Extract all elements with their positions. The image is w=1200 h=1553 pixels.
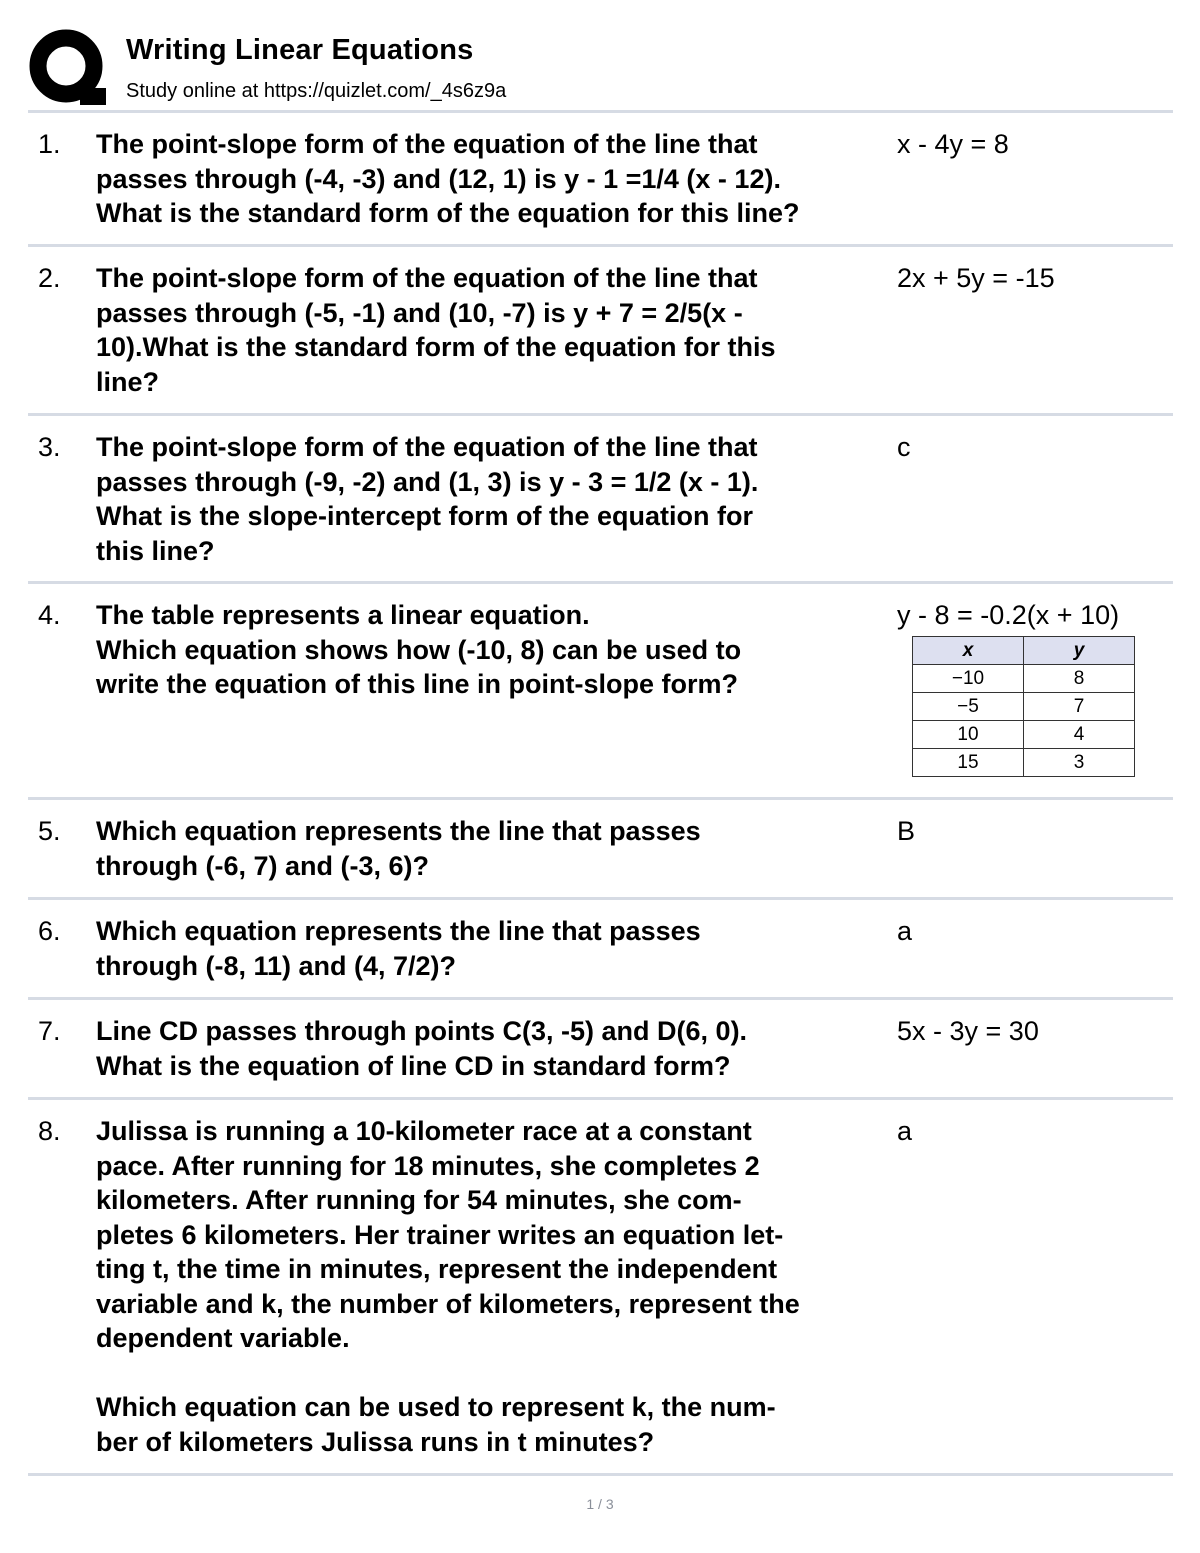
table-header-row [913,637,1135,665]
flashcard-2 [28,247,1173,416]
flashcard-5 [28,800,1173,900]
table-cell: −10 [913,665,1024,693]
study-link-text: Study online at https://quizlet.com/_4s6z9a [126,80,507,102]
table-cell: 15 [913,749,1024,777]
card-question: The point-slope form of the equation of the line that passes through (-9, -2) and (1, 3) is y - 3 = 1/2 (x - 1). What is the slope-intercept form of the equation for this line? [96,432,759,566]
card-answer: 2x + 5y = -15 [897,263,1055,293]
column-header-y: y [1024,637,1135,665]
card-number: 5. [38,816,61,846]
card-number: 7. [38,1016,61,1046]
card-question: The table represents a linear equation. Which equation shows how (-10, 8) can be used to write the equation of this line in point-slope form? [96,600,742,699]
flashcard-4 [28,584,1173,800]
card-answer: a [897,1116,913,1146]
flashcard-3 [28,416,1173,584]
table-row [913,721,1135,749]
card-number: 2. [38,263,61,293]
table-cell: −5 [913,693,1024,721]
table-row [913,665,1135,693]
card-answer: c [897,432,911,462]
page-title: Writing Linear Equations [126,34,474,66]
table-row [913,749,1135,777]
column-header-x: x [913,637,1024,665]
flashcard-1 [28,113,1173,247]
card-answer: B [897,816,916,846]
flashcard-6 [28,900,1173,1000]
table-row [913,693,1135,721]
table-cell: 10 [913,721,1024,749]
flashcard-list [28,113,1173,1476]
page-header [28,28,1173,112]
card-answer: 5x - 3y = 30 [897,1016,1039,1046]
page-indicator: 1 / 3 [586,1496,614,1512]
table-cell: 3 [1024,749,1135,777]
table-cell: 4 [1024,721,1135,749]
flashcard-8 [28,1100,1173,1476]
card-question: Which equation represents the line that passes through (-6, 7) and (-3, 6)? [96,816,701,881]
card-number: 3. [38,432,61,462]
table-cell: 7 [1024,693,1135,721]
card-question: Line CD passes through points C(3, -5) and D(6, 0). What is the equation of line CD in standard form? [96,1016,748,1081]
card-question: The point-slope form of the equation of the line that passes through (-4, -3) and (12, 1) is y - 1 =1/4 (x - 12). What is the standard form of the equation for this line? [96,129,800,228]
card-answer: a [897,916,913,946]
card-answer: y - 8 = -0.2(x + 10) [897,600,1120,630]
quizlet-logo-icon [28,28,108,108]
card-number: 4. [38,600,61,630]
card-question: Which equation represents the line that passes through (-8, 11) and (4, 7/2)? [96,916,701,981]
card-question: Julissa is running a 10-kilometer race at a constant pace. After running for 18 minutes, she completes 2 kilometers. After running for 54 minutes, she com- pletes 6 kilometers. Her trainer writes an equation let- ting t, the time in minutes, represent the independent variable and k, the number of kilometers, represent the dependent variable. Which equation can be used to represent k, the num- ber of kilometers Julissa runs in t minutes? [96,1116,800,1457]
table-cell: 8 [1024,665,1135,693]
card-number: 8. [38,1116,61,1146]
card-answer: x - 4y = 8 [897,129,1009,159]
flashcard-7 [28,1000,1173,1100]
card-question: The point-slope form of the equation of the line that passes through (-5, -1) and (10, -7) is y + 7 = 2/5(x - 10).What is the standard form of the equation for this line? [96,263,776,397]
card-number: 6. [38,916,61,946]
card-number: 1. [38,129,61,159]
xy-values-table [912,636,1135,777]
